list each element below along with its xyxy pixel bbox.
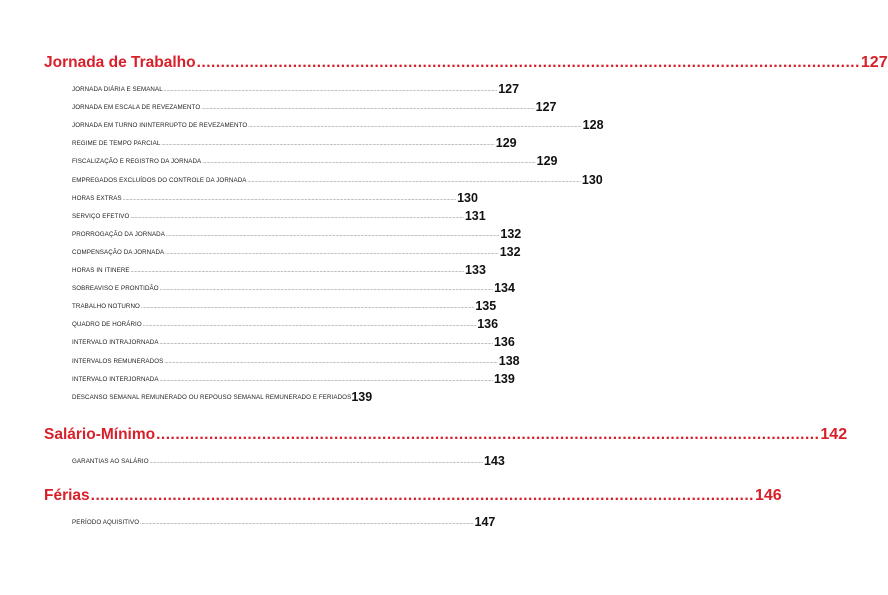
section-title: Salário-Mínimo: [44, 426, 156, 443]
entry-label: QUADRO DE HORÁRIO: [72, 321, 142, 329]
entry-page-number: 136: [477, 317, 499, 332]
entry-page-number: 133: [465, 263, 486, 278]
toc-entry[interactable]: [72, 96, 557, 115]
entry-page-number: 128: [582, 118, 604, 133]
dot-leader: [161, 141, 494, 150]
entry-label: TRABALHO NOTURNO: [72, 303, 140, 311]
entry-label: PERÍODO AQUISITIVO: [72, 519, 140, 527]
toc-section-jornada: [44, 54, 888, 404]
entry-label: JORNADA EM TURNO ININTERRUPTO DE REVEZAMENTO: [72, 122, 248, 130]
dot-leader: [143, 322, 476, 331]
dot-leader: [131, 268, 464, 277]
toc-entry[interactable]: [72, 259, 486, 278]
entry-label: PRORROGAÇÃO DA JORNADA: [72, 230, 165, 238]
dot-leader: [248, 123, 581, 132]
dot-leader: [141, 304, 474, 313]
toc-entry[interactable]: [72, 132, 517, 151]
dot-leader: [165, 250, 498, 259]
dot-leader: [166, 232, 499, 241]
section-page-number: 127: [860, 54, 888, 71]
toc-entry[interactable]: [72, 368, 515, 386]
section-title: Férias: [44, 487, 90, 504]
entry-label: SERVIÇO EFETIVO: [72, 212, 130, 220]
toc-entry[interactable]: [72, 511, 496, 530]
entry-page-number: 139: [493, 371, 515, 386]
dot-leader: [160, 286, 493, 295]
dot-leader: [150, 459, 483, 468]
section-page-number: 142: [820, 426, 848, 443]
toc-entry[interactable]: [72, 295, 497, 314]
entry-page-number: 134: [494, 281, 515, 296]
dot-leader: [160, 377, 493, 386]
toc-section-salario-minimo: [44, 426, 848, 469]
dot-leader: [91, 487, 754, 505]
toc-entry[interactable]: [72, 313, 499, 332]
entry-page-number: 131: [464, 208, 486, 223]
toc-entry[interactable]: [72, 241, 521, 259]
toc-entry[interactable]: [72, 331, 515, 350]
entry-page-number: 130: [457, 190, 478, 205]
entry-page-number: 135: [475, 299, 497, 314]
entry-page-number: 132: [500, 226, 522, 241]
entry-page-number: 136: [493, 335, 515, 350]
entry-page-number: 127: [498, 82, 520, 97]
entry-page-number: 147: [474, 515, 496, 530]
entry-label: SOBREAVISO E PRONTIDÃO: [72, 285, 159, 293]
section-page-number: 146: [754, 487, 782, 504]
entry-page-number: 127: [535, 100, 557, 115]
dot-leader: [201, 105, 534, 114]
toc-entry[interactable]: [72, 114, 604, 133]
dot-leader: [123, 196, 456, 205]
entry-label: DESCANSO SEMANAL REMUNERADO OU REPOUSO SEMANAL REMUNERADO E FERIADOS: [72, 393, 352, 401]
toc-entries: [72, 511, 496, 530]
dot-leader: [248, 178, 581, 187]
dot-leader: [140, 520, 473, 529]
toc-entry[interactable]: [72, 187, 478, 205]
section-heading[interactable]: [44, 54, 888, 72]
dot-leader: [164, 359, 497, 368]
entry-label: COMPENSAÇÃO DA JORNADA: [72, 248, 165, 256]
entry-page-number: 129: [495, 136, 517, 151]
section-title: Jornada de Trabalho: [44, 54, 196, 71]
toc-entry[interactable]: [72, 349, 520, 368]
dot-leader: [160, 340, 493, 349]
section-heading[interactable]: [44, 487, 782, 505]
toc-section-ferias: [44, 487, 782, 530]
entry-page-number: 129: [536, 154, 558, 169]
entry-label: INTERVALOS REMUNERADOS: [72, 357, 164, 365]
toc-entry[interactable]: [72, 223, 522, 241]
entry-page-number: 143: [484, 454, 505, 469]
entry-label: FISCALIZAÇÃO E REGISTRO DA JORNADA: [72, 158, 202, 166]
section-heading[interactable]: [44, 426, 848, 444]
toc-entry[interactable]: [72, 450, 505, 469]
entry-label: HORAS IN ITINERE: [72, 267, 130, 275]
entry-label: JORNADA DIÁRIA E SEMANAL: [72, 86, 163, 94]
entry-label: EMPREGADOS EXCLUÍDOS DO CONTROLE DA JORNADA: [72, 176, 247, 184]
entry-label: INTERVALO INTERJORNADA: [72, 375, 159, 383]
toc-entries: [72, 450, 505, 469]
entry-label: GARANTIAS AO SALÁRIO: [72, 458, 149, 466]
entry-page-number: 139: [351, 389, 373, 404]
toc-entry[interactable]: [72, 277, 515, 296]
toc-entries: [72, 78, 604, 404]
entry-page-number: 138: [498, 353, 520, 368]
dot-leader: [130, 214, 463, 223]
dot-leader: [156, 426, 819, 444]
toc-entry[interactable]: [72, 386, 373, 404]
toc-entry[interactable]: [72, 168, 603, 187]
toc-entry[interactable]: [72, 205, 486, 223]
toc-entry[interactable]: [72, 150, 558, 169]
entry-label: HORAS EXTRAS: [72, 194, 122, 202]
entry-page-number: 132: [499, 244, 521, 259]
dot-leader: [202, 159, 535, 168]
dot-leader: [197, 54, 860, 72]
entry-page-number: 130: [581, 172, 603, 187]
entry-label: JORNADA EM ESCALA DE REVEZAMENTO: [72, 104, 201, 112]
entry-label: INTERVALO INTRAJORNADA: [72, 339, 159, 347]
entry-label: REGIME DE TEMPO PARCIAL: [72, 140, 161, 148]
dot-leader: [164, 87, 497, 96]
toc-entry[interactable]: [72, 78, 520, 97]
